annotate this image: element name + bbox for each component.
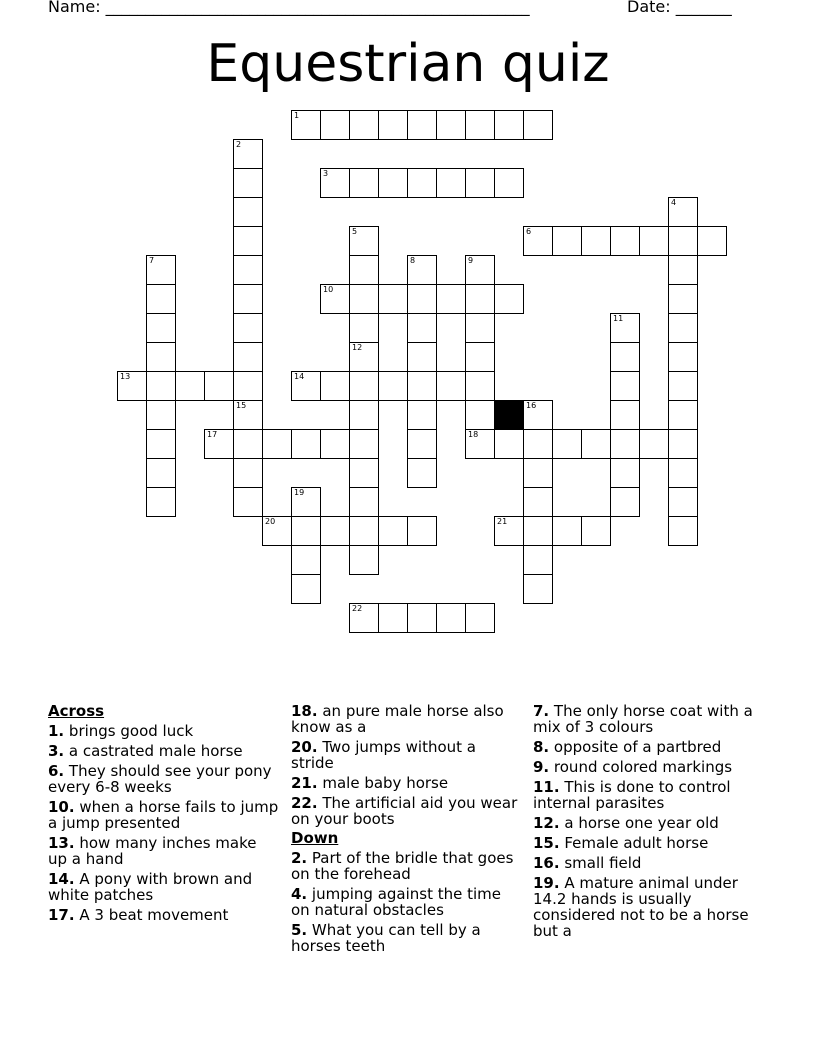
- grid-cell[interactable]: [552, 429, 582, 459]
- grid-cell[interactable]: [494, 516, 524, 546]
- grid-cell[interactable]: [117, 371, 147, 401]
- grid-cell[interactable]: [378, 110, 408, 140]
- grid-cell[interactable]: [610, 226, 640, 256]
- grid-cell[interactable]: [320, 168, 350, 198]
- grid-cell[interactable]: [581, 226, 611, 256]
- grid-cell[interactable]: [378, 516, 408, 546]
- clue-number: 1: [294, 111, 300, 120]
- clue-number: 3: [323, 169, 329, 178]
- clue-down-7: 7. The only horse coat with a mix of 3 colours: [533, 702, 753, 736]
- grid-cell[interactable]: [146, 487, 176, 517]
- grid-cell[interactable]: [233, 139, 263, 169]
- grid-cell[interactable]: [581, 429, 611, 459]
- grid-cell[interactable]: [291, 545, 321, 575]
- grid-cell[interactable]: [378, 603, 408, 633]
- grid-cell[interactable]: [494, 284, 524, 314]
- grid-cell[interactable]: [320, 110, 350, 140]
- grid-cell[interactable]: [407, 110, 437, 140]
- clue-down-5: 5. What you can tell by a horses teeth: [291, 921, 481, 955]
- clue-across-14: 14. A pony with brown and white patches: [48, 870, 253, 904]
- grid-cell[interactable]: [668, 458, 698, 488]
- grid-cell[interactable]: [465, 342, 495, 372]
- grid-cell[interactable]: [407, 168, 437, 198]
- grid-cell[interactable]: [146, 255, 176, 285]
- clue-number: 2: [236, 140, 242, 149]
- grid-cell[interactable]: [610, 342, 640, 372]
- clue-down-16: 16. small field: [533, 854, 642, 872]
- grid-cell[interactable]: [436, 603, 466, 633]
- grid-cell[interactable]: [146, 342, 176, 372]
- clue-number: 9: [468, 256, 474, 265]
- clue-number: 16: [526, 401, 537, 410]
- grid-cell[interactable]: [668, 487, 698, 517]
- clue-across-21: 21. male baby horse: [291, 774, 449, 792]
- clue-number: 8: [410, 256, 416, 265]
- grid-cell[interactable]: [349, 429, 379, 459]
- grid-cell[interactable]: [204, 429, 234, 459]
- down-heading: Down: [291, 829, 339, 847]
- clue-number: 14: [294, 372, 305, 381]
- grid-cell[interactable]: [291, 516, 321, 546]
- grid-block-cell: [494, 400, 524, 430]
- clue-number: 5: [352, 227, 358, 236]
- clue-number: 19: [294, 488, 305, 497]
- grid-cell[interactable]: [407, 603, 437, 633]
- grid-cell[interactable]: [349, 226, 379, 256]
- grid-cell[interactable]: [523, 574, 553, 604]
- clues-column-3: [533, 700, 773, 939]
- grid-cell[interactable]: [436, 110, 466, 140]
- clue-number: 6: [526, 227, 532, 236]
- grid-cell[interactable]: [233, 284, 263, 314]
- grid-cell[interactable]: [610, 429, 640, 459]
- clue-down-15: 15. Female adult horse: [533, 834, 709, 852]
- clue-across-18: 18. an pure male horse also know as a: [291, 702, 504, 736]
- clue-number: 18: [468, 430, 479, 439]
- clue-number: 17: [207, 430, 218, 439]
- page-title: Equestrian quiz: [206, 34, 610, 94]
- clue-across-3: 3. a castrated male horse: [48, 742, 243, 760]
- grid-cell[interactable]: [291, 429, 321, 459]
- grid-cell[interactable]: [523, 458, 553, 488]
- grid-cell[interactable]: [494, 110, 524, 140]
- grid-cell[interactable]: [233, 313, 263, 343]
- clue-across-6: 6. They should see your pony every 6-8 weeks: [48, 762, 272, 796]
- grid-cell[interactable]: [349, 516, 379, 546]
- grid-cell[interactable]: [349, 110, 379, 140]
- grid-cell[interactable]: [465, 255, 495, 285]
- grid-cell[interactable]: [639, 429, 669, 459]
- grid-cell[interactable]: [262, 516, 292, 546]
- grid-cell[interactable]: [407, 429, 437, 459]
- grid-cell[interactable]: [668, 342, 698, 372]
- grid-cell[interactable]: [291, 371, 321, 401]
- grid-cell[interactable]: [668, 516, 698, 546]
- clue-across-1: 1. brings good luck: [48, 722, 194, 740]
- grid-cell[interactable]: [320, 284, 350, 314]
- grid-cell[interactable]: [175, 371, 205, 401]
- grid-cell[interactable]: [233, 429, 263, 459]
- grid-cell[interactable]: [233, 255, 263, 285]
- grid-cell[interactable]: [349, 458, 379, 488]
- grid-cell[interactable]: [523, 545, 553, 575]
- grid-cell[interactable]: [349, 545, 379, 575]
- grid-cell[interactable]: [581, 516, 611, 546]
- grid-cell[interactable]: [639, 226, 669, 256]
- clue-down-4: 4. jumping against the time on natural obstacles: [291, 885, 502, 919]
- clue-number: 7: [149, 256, 155, 265]
- grid-cell[interactable]: [378, 284, 408, 314]
- clue-number: 13: [120, 372, 131, 381]
- grid-cell[interactable]: [146, 313, 176, 343]
- grid-cell[interactable]: [610, 487, 640, 517]
- grid-cell[interactable]: [523, 429, 553, 459]
- grid-cell[interactable]: [465, 168, 495, 198]
- grid-cell[interactable]: [523, 110, 553, 140]
- grid-cell[interactable]: [291, 487, 321, 517]
- grid-cell[interactable]: [233, 371, 263, 401]
- grid-cell[interactable]: [465, 429, 495, 459]
- clue-down-2: 2. Part of the bridle that goes on the forehead: [291, 849, 514, 883]
- clue-across-20: 20. Two jumps without a stride: [291, 738, 476, 772]
- clue-across-17: 17. A 3 beat movement: [48, 906, 229, 924]
- grid-cell[interactable]: [668, 197, 698, 227]
- clue-number: 4: [671, 198, 677, 207]
- grid-cell[interactable]: [407, 458, 437, 488]
- clues-column-2: [291, 700, 523, 954]
- grid-cell[interactable]: [668, 429, 698, 459]
- grid-cell[interactable]: [233, 197, 263, 227]
- clue-across-13: 13. how many inches make up a hand: [48, 834, 257, 868]
- clue-number: 21: [497, 517, 508, 526]
- grid-cell[interactable]: [204, 371, 234, 401]
- grid-cell[interactable]: [668, 400, 698, 430]
- grid-cell[interactable]: [668, 371, 698, 401]
- grid-cell[interactable]: [465, 110, 495, 140]
- clue-across-22: 22. The artificial aid you wear on your boots: [291, 794, 518, 828]
- grid-cell[interactable]: [349, 255, 379, 285]
- clue-number: 22: [352, 604, 363, 613]
- grid-cell[interactable]: [407, 313, 437, 343]
- clue-number: 15: [236, 401, 247, 410]
- grid-cell[interactable]: [349, 487, 379, 517]
- grid-cell[interactable]: [407, 284, 437, 314]
- grid-cell[interactable]: [146, 458, 176, 488]
- grid-cell[interactable]: [233, 342, 263, 372]
- date-field[interactable]: Date: _______: [627, 0, 732, 16]
- grid-cell[interactable]: [407, 371, 437, 401]
- grid-cell[interactable]: [349, 400, 379, 430]
- grid-cell[interactable]: [320, 371, 350, 401]
- clue-number: 12: [352, 343, 363, 352]
- clue-number: 10: [323, 285, 334, 294]
- clue-down-11: 11. This is done to control internal parasites: [533, 778, 731, 812]
- grid-cell[interactable]: [146, 284, 176, 314]
- grid-cell[interactable]: [291, 110, 321, 140]
- grid-cell[interactable]: [378, 371, 408, 401]
- clue-down-19: 19. A mature animal under 14.2 hands is usually considered not to be a horse but a: [533, 874, 749, 940]
- clue-across-10: 10. when a horse fails to jump a jump presented: [48, 798, 279, 832]
- grid-cell[interactable]: [697, 226, 727, 256]
- grid-cell[interactable]: [407, 400, 437, 430]
- grid-cell[interactable]: [349, 342, 379, 372]
- grid-cell[interactable]: [233, 226, 263, 256]
- grid-cell[interactable]: [523, 400, 553, 430]
- grid-cell[interactable]: [407, 342, 437, 372]
- grid-cell[interactable]: [233, 458, 263, 488]
- grid-cell[interactable]: [552, 516, 582, 546]
- grid-cell[interactable]: [668, 226, 698, 256]
- grid-cell[interactable]: [610, 458, 640, 488]
- clue-down-12: 12. a horse one year old: [533, 814, 719, 832]
- grid-cell[interactable]: [233, 487, 263, 517]
- grid-cell[interactable]: [320, 429, 350, 459]
- grid-cell[interactable]: [610, 313, 640, 343]
- grid-cell[interactable]: [436, 284, 466, 314]
- grid-cell[interactable]: [320, 516, 350, 546]
- grid-cell[interactable]: [610, 400, 640, 430]
- grid-cell[interactable]: [291, 574, 321, 604]
- grid-cell[interactable]: [349, 313, 379, 343]
- grid-cell[interactable]: [262, 429, 292, 459]
- grid-cell[interactable]: [668, 313, 698, 343]
- clue-number: 11: [613, 314, 624, 323]
- grid-cell[interactable]: [465, 400, 495, 430]
- grid-cell[interactable]: [146, 371, 176, 401]
- clues-column-1: [48, 700, 280, 923]
- grid-cell[interactable]: [436, 371, 466, 401]
- grid-cell[interactable]: [523, 516, 553, 546]
- across-heading: Across: [48, 702, 105, 720]
- grid-cell[interactable]: [407, 516, 437, 546]
- grid-cell[interactable]: [407, 255, 437, 285]
- grid-cell[interactable]: [233, 400, 263, 430]
- clue-down-8: 8. opposite of a partbred: [533, 738, 722, 756]
- clue-down-9: 9. round colored markings: [533, 758, 733, 776]
- grid-cell[interactable]: [523, 226, 553, 256]
- grid-cell[interactable]: [668, 255, 698, 285]
- name-field[interactable]: Name: _____________________________________________________: [48, 0, 530, 16]
- grid-cell[interactable]: [465, 603, 495, 633]
- grid-cell[interactable]: [523, 487, 553, 517]
- grid-cell[interactable]: [146, 429, 176, 459]
- grid-cell[interactable]: [349, 168, 379, 198]
- grid-cell[interactable]: [552, 226, 582, 256]
- grid-cell[interactable]: [378, 168, 408, 198]
- grid-cell[interactable]: [146, 400, 176, 430]
- grid-cell[interactable]: [494, 168, 524, 198]
- grid-cell[interactable]: [494, 429, 524, 459]
- grid-cell[interactable]: [349, 371, 379, 401]
- grid-cell[interactable]: [349, 603, 379, 633]
- grid-cell[interactable]: [465, 284, 495, 314]
- grid-cell[interactable]: [349, 284, 379, 314]
- clue-number: 20: [265, 517, 276, 526]
- grid-cell[interactable]: [668, 284, 698, 314]
- grid-cell[interactable]: [465, 371, 495, 401]
- grid-cell[interactable]: [436, 168, 466, 198]
- grid-cell[interactable]: [233, 168, 263, 198]
- grid-cell[interactable]: [610, 371, 640, 401]
- grid-cell[interactable]: [465, 313, 495, 343]
